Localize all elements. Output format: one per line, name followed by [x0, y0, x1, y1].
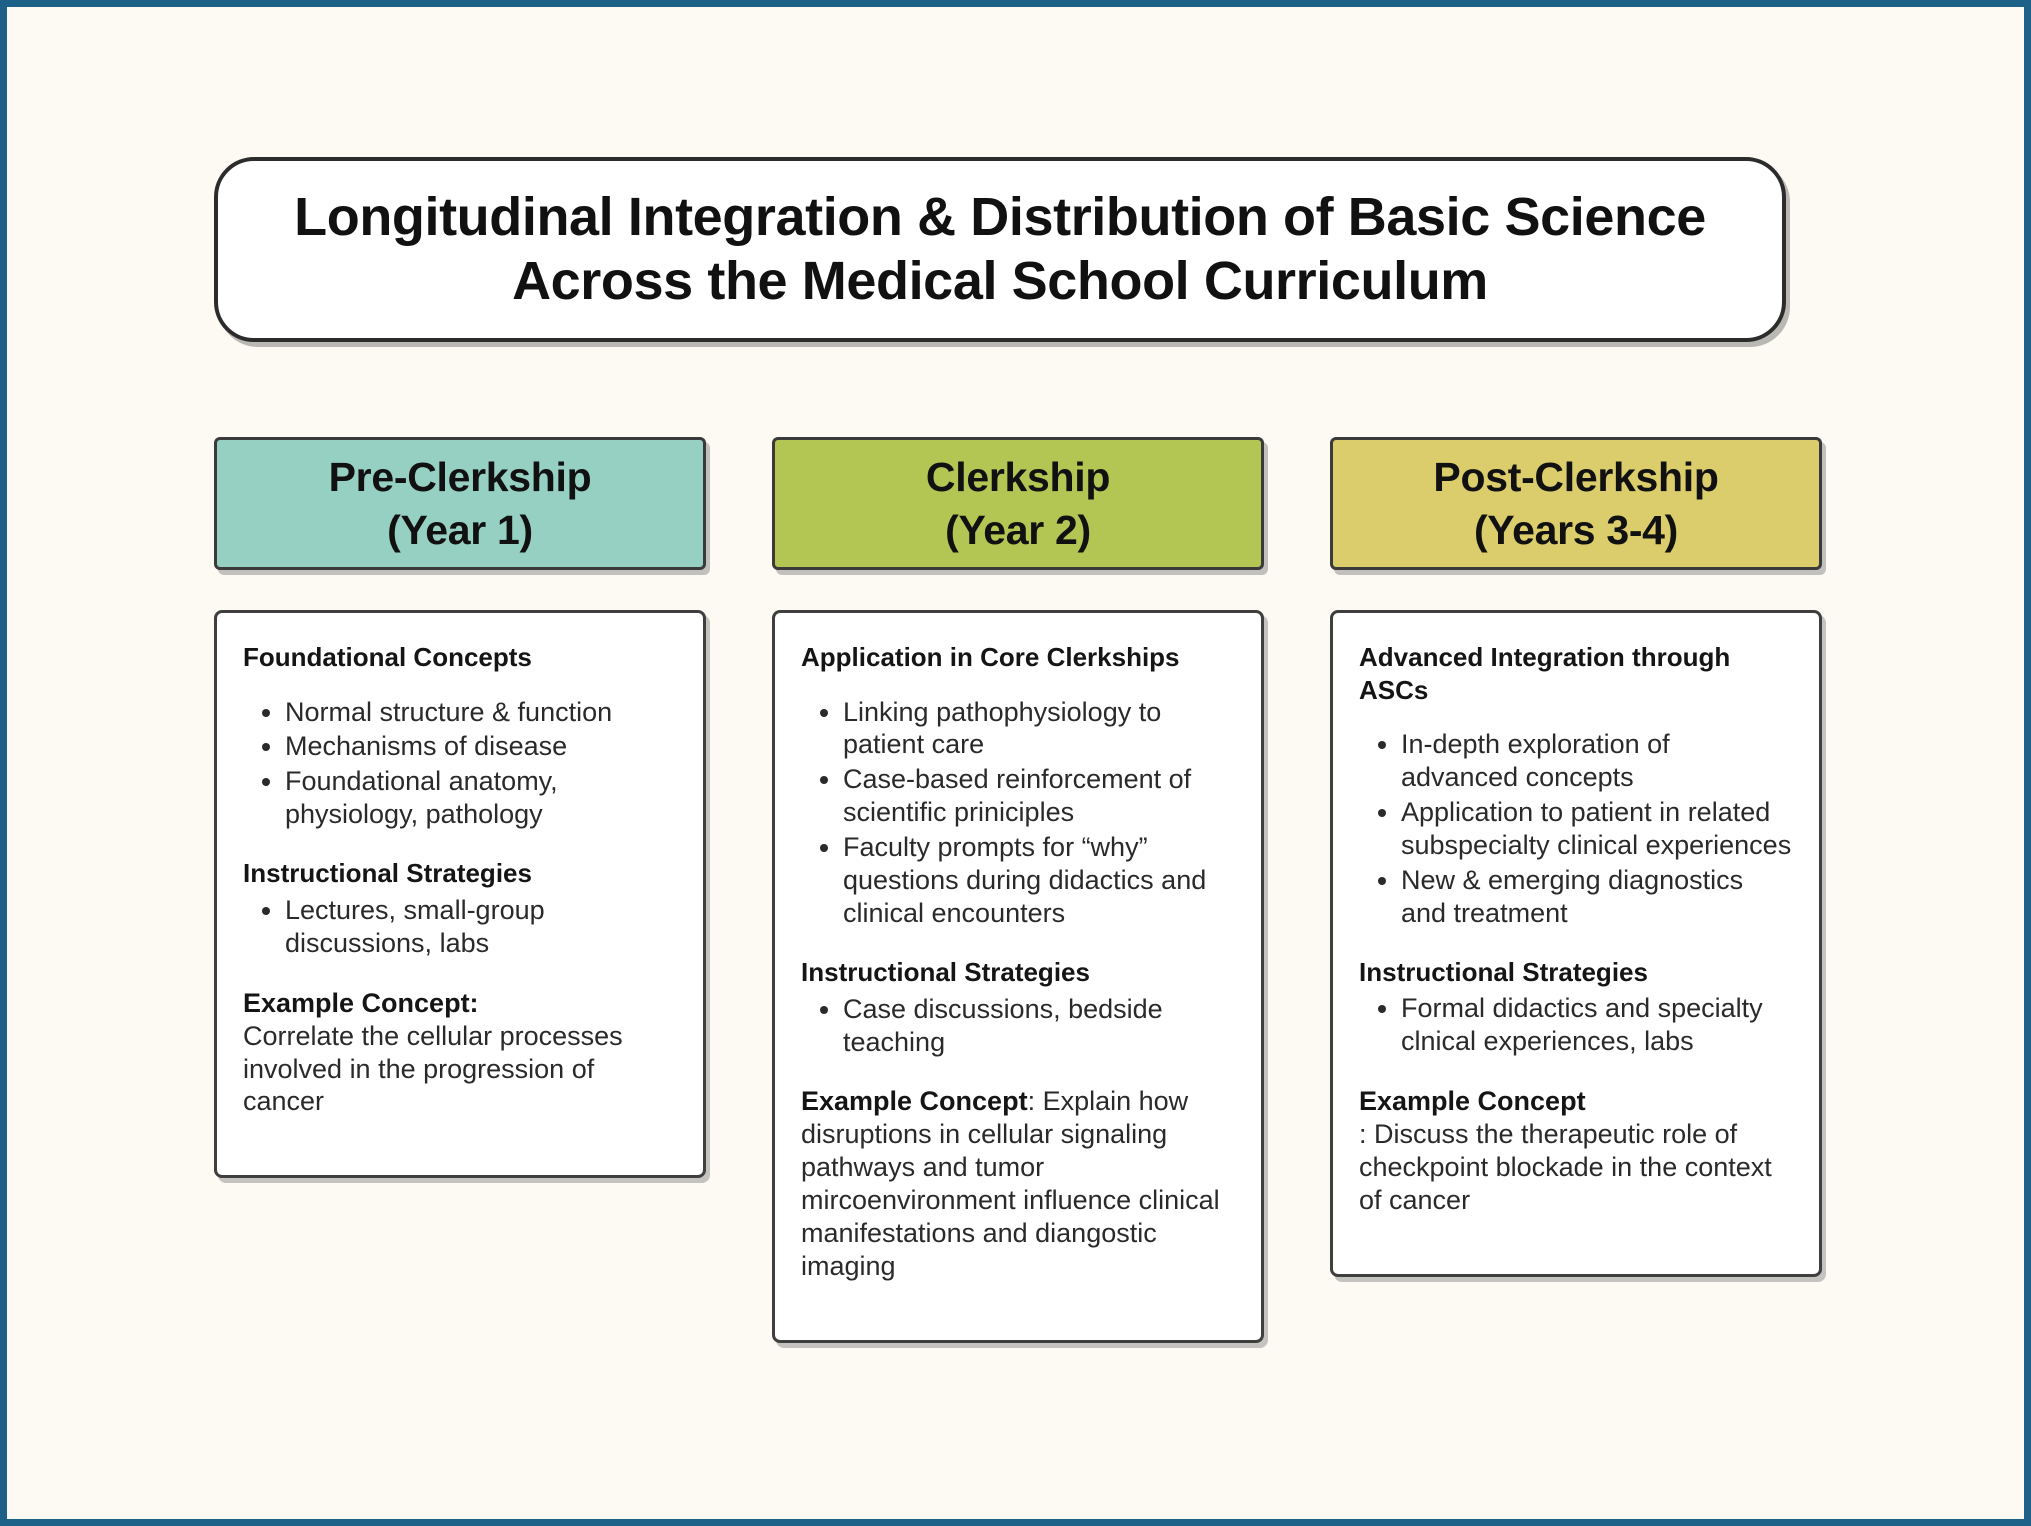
section-instructional-strategies [801, 956, 1235, 1058]
column-header-line-1: Post-Clerkship [1433, 454, 1719, 501]
section-heading: Application in Core Clerkships [801, 642, 1180, 672]
section-instructional-strategies [1359, 956, 1793, 1058]
column-header-line-1: Clerkship [925, 454, 1111, 501]
example-concept [243, 987, 677, 1119]
section-heading: Instructional Strategies [243, 858, 532, 889]
column-header-clerkship [772, 437, 1264, 570]
column-card-pre-clerkship [214, 610, 706, 1178]
column-card-clerkship [772, 610, 1264, 1343]
column-header-line-2: (Year 2) [945, 506, 1091, 553]
section-example-concept [801, 1085, 1235, 1283]
bullet-list [243, 894, 677, 960]
section-foundational-concepts [243, 641, 677, 831]
title-banner [214, 157, 1786, 342]
page-title: Longitudinal Integration & Distribution of Basic Science Across the Medical School Curriculum [294, 186, 1706, 311]
section-example-concept [243, 987, 677, 1119]
list-item: • Case-based reinforcement of scientific priniciples [843, 763, 1235, 829]
section-advanced-integration [1359, 641, 1793, 930]
list-item: • Mechanisms of disease [285, 730, 677, 763]
list-item: • Lectures, small-group discussions, labs [285, 894, 677, 960]
column-post-clerkship [1330, 437, 1822, 1277]
section-heading: Instructional Strategies [801, 957, 1090, 988]
list-item: • New & emerging diagnostics and treatment [1401, 864, 1793, 930]
example-concept-body: : Discuss the therapeutic role of checkpoint blockade in the context of cancer [1359, 1118, 1772, 1215]
example-concept-label: Example Concept [1359, 1086, 1586, 1116]
list-item: • Linking pathophysiology to patient care [843, 696, 1235, 762]
section-example-concept [1359, 1085, 1793, 1217]
example-concept-body: : Explain how disruptions in cellular signaling pathways and tumor mircoenvironment influence clinical manifestations and diangostic imaging [801, 1086, 1220, 1282]
example-concept [1359, 1085, 1793, 1217]
section-heading: Advanced Integration through ASCs [1359, 642, 1731, 705]
bullet-list [243, 696, 677, 832]
bullet-list [801, 993, 1235, 1059]
list-item: • Application to patient in related subspecialty clinical experiences [1401, 796, 1793, 862]
column-header-pre-clerkship [214, 437, 706, 570]
column-header-line-1: Pre-Clerkship [328, 454, 592, 501]
column-pre-clerkship [214, 437, 706, 1178]
section-heading: Instructional Strategies [1359, 956, 1648, 987]
diagram-canvas [7, 7, 2024, 1519]
section-heading: Foundational Concepts [243, 642, 532, 672]
bullet-list [1359, 728, 1793, 930]
column-clerkship [772, 437, 1264, 1343]
column-header-line-2: (Year 1) [387, 506, 533, 553]
bullet-list [801, 696, 1235, 931]
bullet-list [1359, 992, 1793, 1058]
example-concept-label: Example Concept: [243, 987, 479, 1018]
example-concept-label: Example Concept [801, 1086, 1028, 1117]
column-card-post-clerkship [1330, 610, 1822, 1277]
list-item: • In-depth exploration of advanced concepts [1401, 728, 1793, 794]
section-instructional-strategies [243, 857, 677, 959]
list-item: • Faculty prompts for “why” questions during didactics and clinical encounters [843, 831, 1235, 930]
list-item: • Case discussions, bedside teaching [843, 993, 1235, 1059]
example-concept [801, 1085, 1235, 1283]
list-item: • Foundational anatomy, physiology, pathology [285, 765, 677, 831]
column-header-line-2: (Years 3-4) [1473, 506, 1679, 553]
example-concept-body: Correlate the cellular processes involved in the progression of cancer [243, 1020, 623, 1117]
list-item: • Formal didactics and specialty clnical experiences, labs [1401, 992, 1793, 1058]
list-item: • Normal structure & function [285, 696, 677, 729]
section-application-core-clerkships [801, 641, 1235, 930]
column-header-post-clerkship [1330, 437, 1822, 570]
